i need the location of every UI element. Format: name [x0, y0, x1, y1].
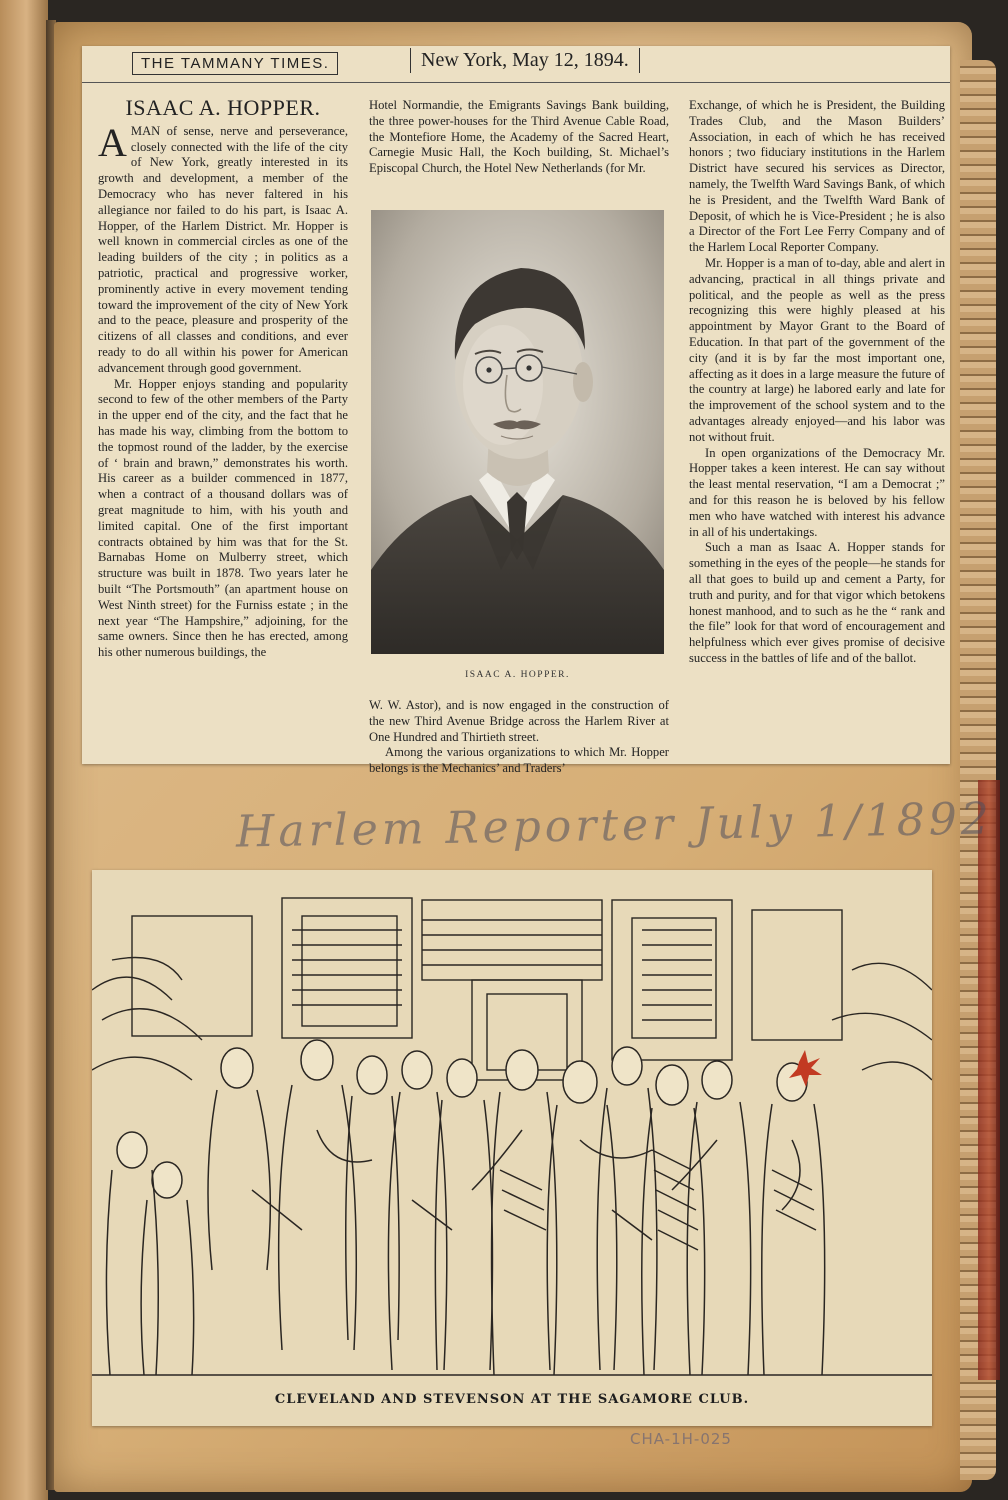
article-paragraph: Exchange, of which he is President, the Building Trades Club, and the Mason Builders’ Association, in each of which he has received honors ; two fiduciary institutions in the Harlem District have secured his services as Director, namely, the Twelfth Ward Savings Bank, of which he is President, and the Twelfth Ward Bank of Deposit, of which he is Vice-President ; he is also a Director of the Fort Lee Ferry Company and of the Harlem Local Reporter Company.	[689, 98, 945, 255]
newspaper-clipping-illustration	[92, 870, 932, 1426]
article-paragraph: Mr. Hopper enjoys standing and popularity second to few of the other members of the Party in the upper end of the city, and the fact that he has made his way, climbing from the bottom to the topmost round of the ladder, by the exercise of ‘ brain and brawn,” demonstrates his worth. His career as a builder commenced in 1877, when a contract of a thousand dollars was of great magnitude to him, with his youth and limited capital. One of the first important contracts obtained by him was that for the St. Barnabas Home on Mulberry street, which structure was built in 1878. Two years later he built “The Portsmouth” (an apartment house on West Ninth street) for the Furniss estate ; in the next year “The Hampshire,” adjoining, for the same owners. Since then he has erected, among his other numerous buildings, the	[98, 376, 348, 660]
article-column-3	[689, 98, 945, 667]
article-column-2	[369, 98, 669, 177]
drop-cap: A	[98, 119, 127, 165]
archive-id: CHA-1H-025	[630, 1430, 732, 1448]
article-paragraph: Hotel Normandie, the Emigrants Savings Bank building, the three power-houses for the Third Avenue Cable Road, the Montefiore Home, the Academy of the Sacred Heart, Carnegie Music Hall, the Koch building, St. Michael’s Episcopal Church, the Hotel New Netherlands (for Mr.	[369, 98, 669, 176]
illustration-caption: CLEVELAND AND STEVENSON AT THE SAGAMORE CLUB.	[274, 1392, 750, 1407]
page-edge-marbling	[978, 780, 1000, 1380]
pen-drawing-crowd	[92, 870, 932, 1426]
photo-caption: ISAAC A. HOPPER.	[465, 670, 570, 680]
portrait-photo	[371, 210, 664, 654]
article-text: MAN of sense, nerve and perseverance, closely connected with the life of the city of New York, greatly interested in its growth and development, a member of the Democracy who has never faltered in his allegiance nor failed to do his part, is Isaac A. Hopper, of the Harlem District. Mr. Hopper is well known in commercial circles as one of the leading builders of the city ; in politics as a patriotic, practical and progressive worker, prominently active in every movement tending toward the improvement of the city of New York and to the peace, pleasure and prosperity of the citizens of all classes and conditions, and ever ready to do all within his power for American advancement through good government.	[98, 123, 348, 375]
portrait-image	[371, 210, 664, 654]
article-paragraph: In open organizations of the Democracy Mr. Hopper takes a keen interest. He can say without the least mental reservation, “I am a Democrat ;” and for this reason he is beloved by his fellow men who have watched with interest his advance in all of his undertakings.	[689, 445, 945, 539]
newspaper-clipping-article	[82, 46, 950, 776]
article-headline: ISAAC A. HOPPER.	[125, 95, 321, 120]
newspaper-name: THE TAMMANY TIMES.	[132, 52, 338, 75]
article-paragraph: W. W. Astor), and is now engaged in the construction of the new Third Avenue Bridge across the Harlem River at One Hundred and Thirtieth street.	[369, 698, 669, 744]
book-cover-edge	[0, 0, 48, 1500]
article-paragraph: Mr. Hopper is a man of to-day, able and alert in advancing, practical in all things private and political, and the people as well as the press recognizing this were highly pleased at his appointment by Mayor Grant to the Board of Education. In that part of the government of the city (and it is by far the most important one, affecting as it does in a large measure the future of the country at large) he labored early and late for the improvement of the school system and to the advantages already enjoyed—and his labor was not without fruit.	[689, 255, 945, 444]
newspaper-date: New York, May 12, 1894.	[410, 48, 640, 73]
article-paragraph	[98, 119, 348, 377]
article-paragraph: Such a man as Isaac A. Hopper stands for something in the eyes of the people—he stands for all that goes to build up and cement a Party, for truth and purity, and for that vigor which betokens honest manhood, and to such as he the “ rank and the file” look for that word of encouragement and helpfulness which ever gives promise of decisive success in the battles of life and of the ballot.	[689, 540, 945, 665]
article-column-2-continued	[369, 698, 669, 777]
article-column-1	[98, 95, 348, 661]
handwritten-note: Harlem Reporter July 1/1892	[235, 793, 994, 858]
article-paragraph: Among the various organizations to which Mr. Hopper belongs is the Mechanics’ and Traders’	[369, 745, 669, 776]
masthead	[82, 46, 950, 83]
